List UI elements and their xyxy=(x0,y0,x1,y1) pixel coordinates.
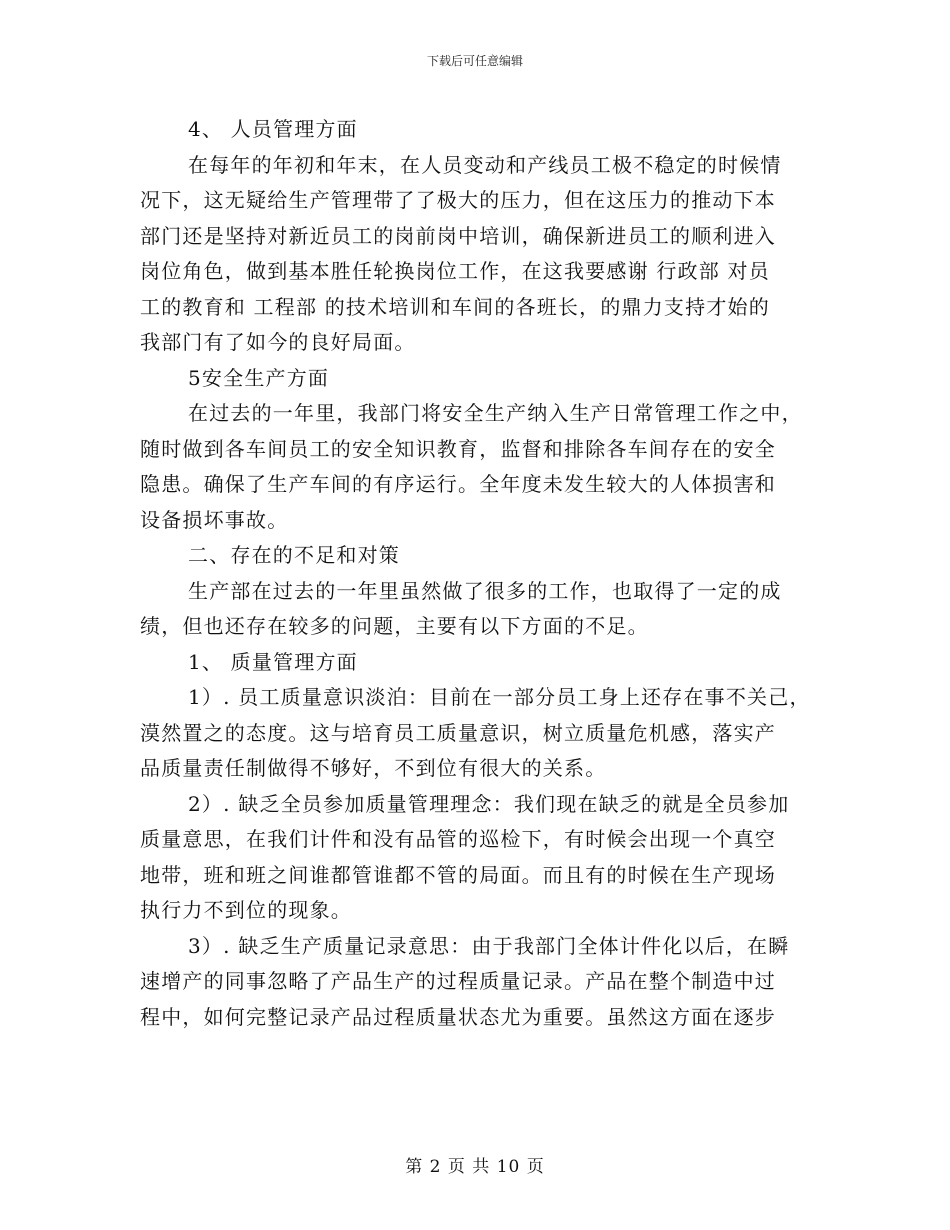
text-line: 4、 人员管理方面 xyxy=(188,117,358,141)
text-line: 5安全生产方面 xyxy=(188,365,330,390)
text-line: 地带，班和班之间谁都管谁都不管的局面。而且有的时候在生产现场 xyxy=(140,862,776,887)
text-line: 在每年的年初和年末，在人员变动和产线员工极不稳定的时候情 xyxy=(188,152,782,177)
text-line: 设备损坏事故。 xyxy=(140,507,289,532)
text-line: 执行力不到位的现象。 xyxy=(140,898,352,922)
text-line: 况下，这无疑给生产管理带了了极大的压力，但在这压力的推动下本 xyxy=(140,188,776,212)
text-line: 品质量责任制做得不够好，不到位有很大的关系。 xyxy=(140,756,607,780)
document-body xyxy=(140,112,820,1035)
text-line: 我部门有了如今的良好局面。 xyxy=(140,330,416,354)
text-line: 工的教育和 工程部 的技术培训和车间的各班长，的鼎力支持才始的 xyxy=(140,294,770,319)
page-footer: 第 2 页 共 10 页 xyxy=(405,1157,545,1177)
text-line: 在过去的一年里，我部门将安全生产纳入生产日常管理工作之中， xyxy=(188,401,803,425)
text-line: 二、存在的不足和对策 xyxy=(188,543,400,567)
text-line: 速增产的同事忽略了产品生产的过程质量记录。产品在整个制造中过 xyxy=(140,969,776,993)
text-line: 3）. 缺乏生产质量记录意思：由于我部门全体计件化以后，在瞬 xyxy=(188,933,790,958)
text-line: 程中，如何完整记录产品过程质量状态尤为重要。虽然这方面在逐步 xyxy=(140,1004,776,1029)
text-line: 部门还是坚持对新近员工的岗前岗中培训，确保新进员工的顺利进入 xyxy=(140,223,776,248)
text-line: 随时做到各车间员工的安全知识教育，监督和排除各车间存在的安全 xyxy=(140,436,776,461)
text-line: 1）. 员工质量意识淡泊：目前在一部分员工身上还存在事不关己， xyxy=(188,685,811,709)
text-line: 1、 质量管理方面 xyxy=(188,649,358,674)
text-line: 漠然置之的态度。这与培育员工质量意识，树立质量危机感，落实产 xyxy=(140,720,776,745)
text-line: 2）. 缺乏全员参加质量管理理念：我们现在缺乏的就是全员参加 xyxy=(188,791,790,816)
page-header: 下载后可任意编辑 xyxy=(426,54,523,68)
text-line: 质量意思，在我们计件和没有品管的巡检下，有时候会出现一个真空 xyxy=(140,827,776,851)
text-line: 岗位角色，做到基本胜任轮换岗位工作，在这我要感谢 行政部 对员 xyxy=(140,259,770,283)
text-line: 生产部在过去的一年里虽然做了很多的工作，也取得了一定的成 xyxy=(188,578,782,603)
text-line: 绩，但也还存在较多的问题，主要有以下方面的不足。 xyxy=(140,614,649,638)
text-line: 隐患。确保了生产车间的有序运行。全年度未发生较大的人体损害和 xyxy=(140,472,776,496)
